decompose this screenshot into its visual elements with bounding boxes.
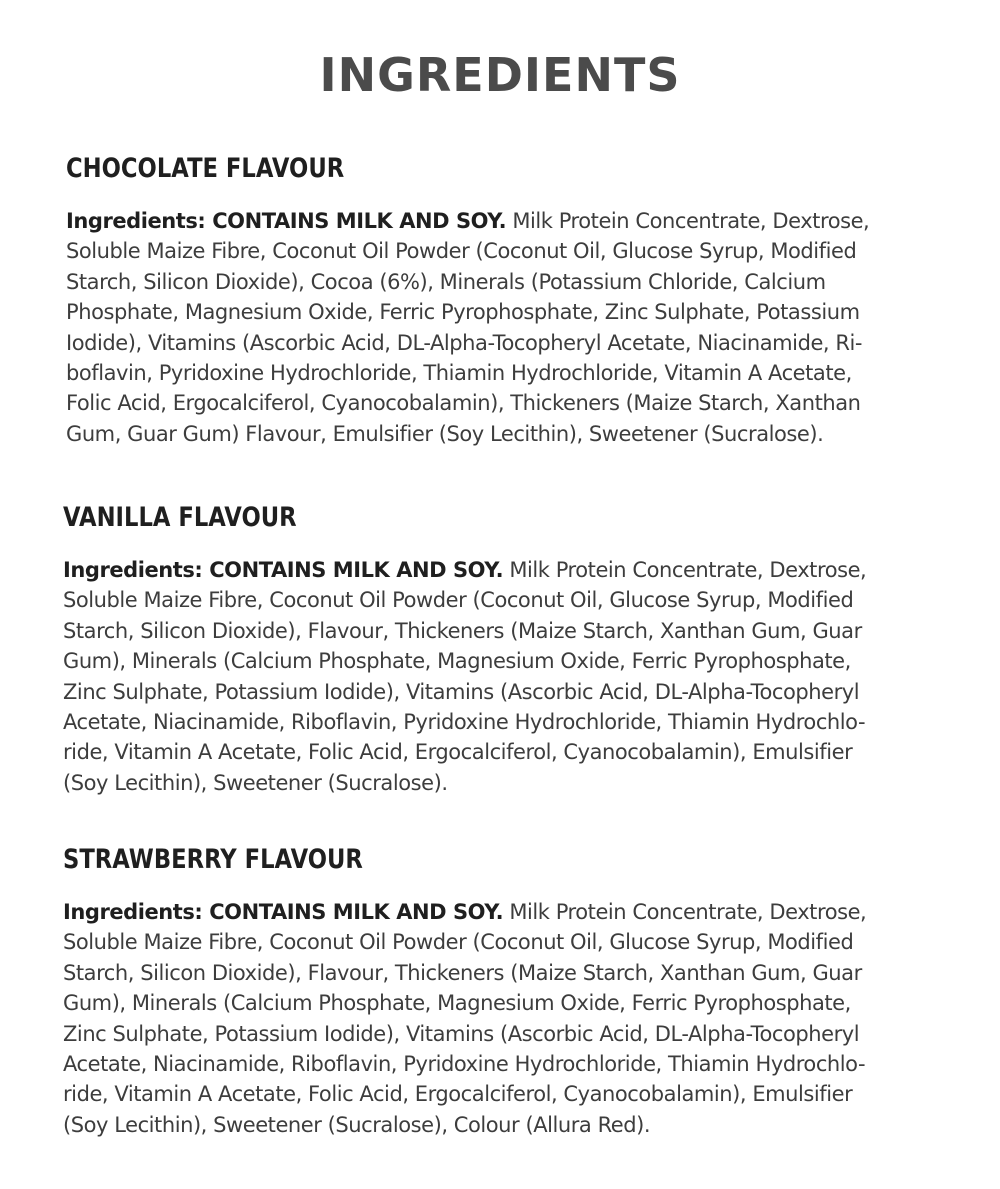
ingredients-paragraph — [63, 897, 953, 1140]
ingredients-label: Ingredients: CONTAINS MILK AND SOY. — [66, 209, 507, 233]
section-strawberry-flavour — [63, 843, 953, 1140]
ingredients-label: Ingredients: CONTAINS MILK AND SOY. — [63, 558, 504, 582]
section-vanilla-flavour — [63, 501, 953, 798]
section-heading: VANILLA FLAVOUR — [63, 502, 297, 533]
ingredients-label: Ingredients: CONTAINS MILK AND SOY. — [63, 900, 504, 924]
ingredients-paragraph — [66, 206, 956, 449]
section-chocolate-flavour — [66, 152, 956, 449]
section-heading: CHOCOLATE FLAVOUR — [66, 153, 345, 184]
ingredients-list: Milk Protein Concentrate, Dextrose, Soluble Maize Fibre, Coconut Oil Powder (Coconut Oil, Glucose Syrup, Modified Starch, Silicon Dioxide), Flavour, Thickeners (Maize Starch, Xanthan Gum, Guar Gum), Minerals (Calcium Phosphate, Magnesium Oxide, Ferric Pyrophosphate, Zinc Sulphate, Potassium Iodide), Vitamins (Ascorbic Acid, DL-Alpha-Tocopheryl Acetate, Niacinamide, Riboflavin, Pyridoxine Hydrochloride, Thiamin Hydrochlo- ride, Vitamin A Acetate, Folic Acid, Ergocalciferol, Cyanocobalamin), Emulsifier (Soy Lecithin), Sweetener (Sucralose). — [63, 558, 867, 795]
page-title: INGREDIENTS — [319, 48, 681, 102]
ingredients-paragraph — [63, 555, 953, 798]
ingredients-list: Milk Protein Concentrate, Dextrose, Soluble Maize Fibre, Coconut Oil Powder (Coconut Oil, Glucose Syrup, Modified Starch, Silicon Dioxide), Cocoa (6%), Minerals (Potassium Chloride, Calcium Phosphate, Magnesium Oxide, Ferric Pyrophosphate, Zinc Sulphate, Potassium Iodide), Vitamins (Ascorbic Acid, DL-Alpha-Tocopheryl Acetate, Niacinamide, Ri- boflavin, Pyridoxine Hydrochloride, Thiamin Hydrochloride, Vitamin A Acetate, Folic Acid, Ergocalciferol, Cyanocobalamin), Thickeners (Maize Starch, Xanthan Gum, Guar Gum) Flavour, Emulsifier (Soy Lecithin), Sweetener (Sucralose). — [66, 209, 870, 446]
section-heading: STRAWBERRY FLAVOUR — [63, 844, 363, 875]
ingredients-list: Milk Protein Concentrate, Dextrose, Soluble Maize Fibre, Coconut Oil Powder (Coconut Oil, Glucose Syrup, Modified Starch, Silicon Dioxide), Flavour, Thickeners (Maize Starch, Xanthan Gum, Guar Gum), Minerals (Calcium Phosphate, Magnesium Oxide, Ferric Pyrophosphate, Zinc Sulphate, Potassium Iodide), Vitamins (Ascorbic Acid, DL-Alpha-Tocopheryl Acetate, Niacinamide, Riboflavin, Pyridoxine Hydrochloride, Thiamin Hydrochlo- ride, Vitamin A Acetate, Folic Acid, Ergocalciferol, Cyanocobalamin), Emulsifier (Soy Lecithin), Sweetener (Sucralose), Colour (Allura Red). — [63, 900, 867, 1137]
